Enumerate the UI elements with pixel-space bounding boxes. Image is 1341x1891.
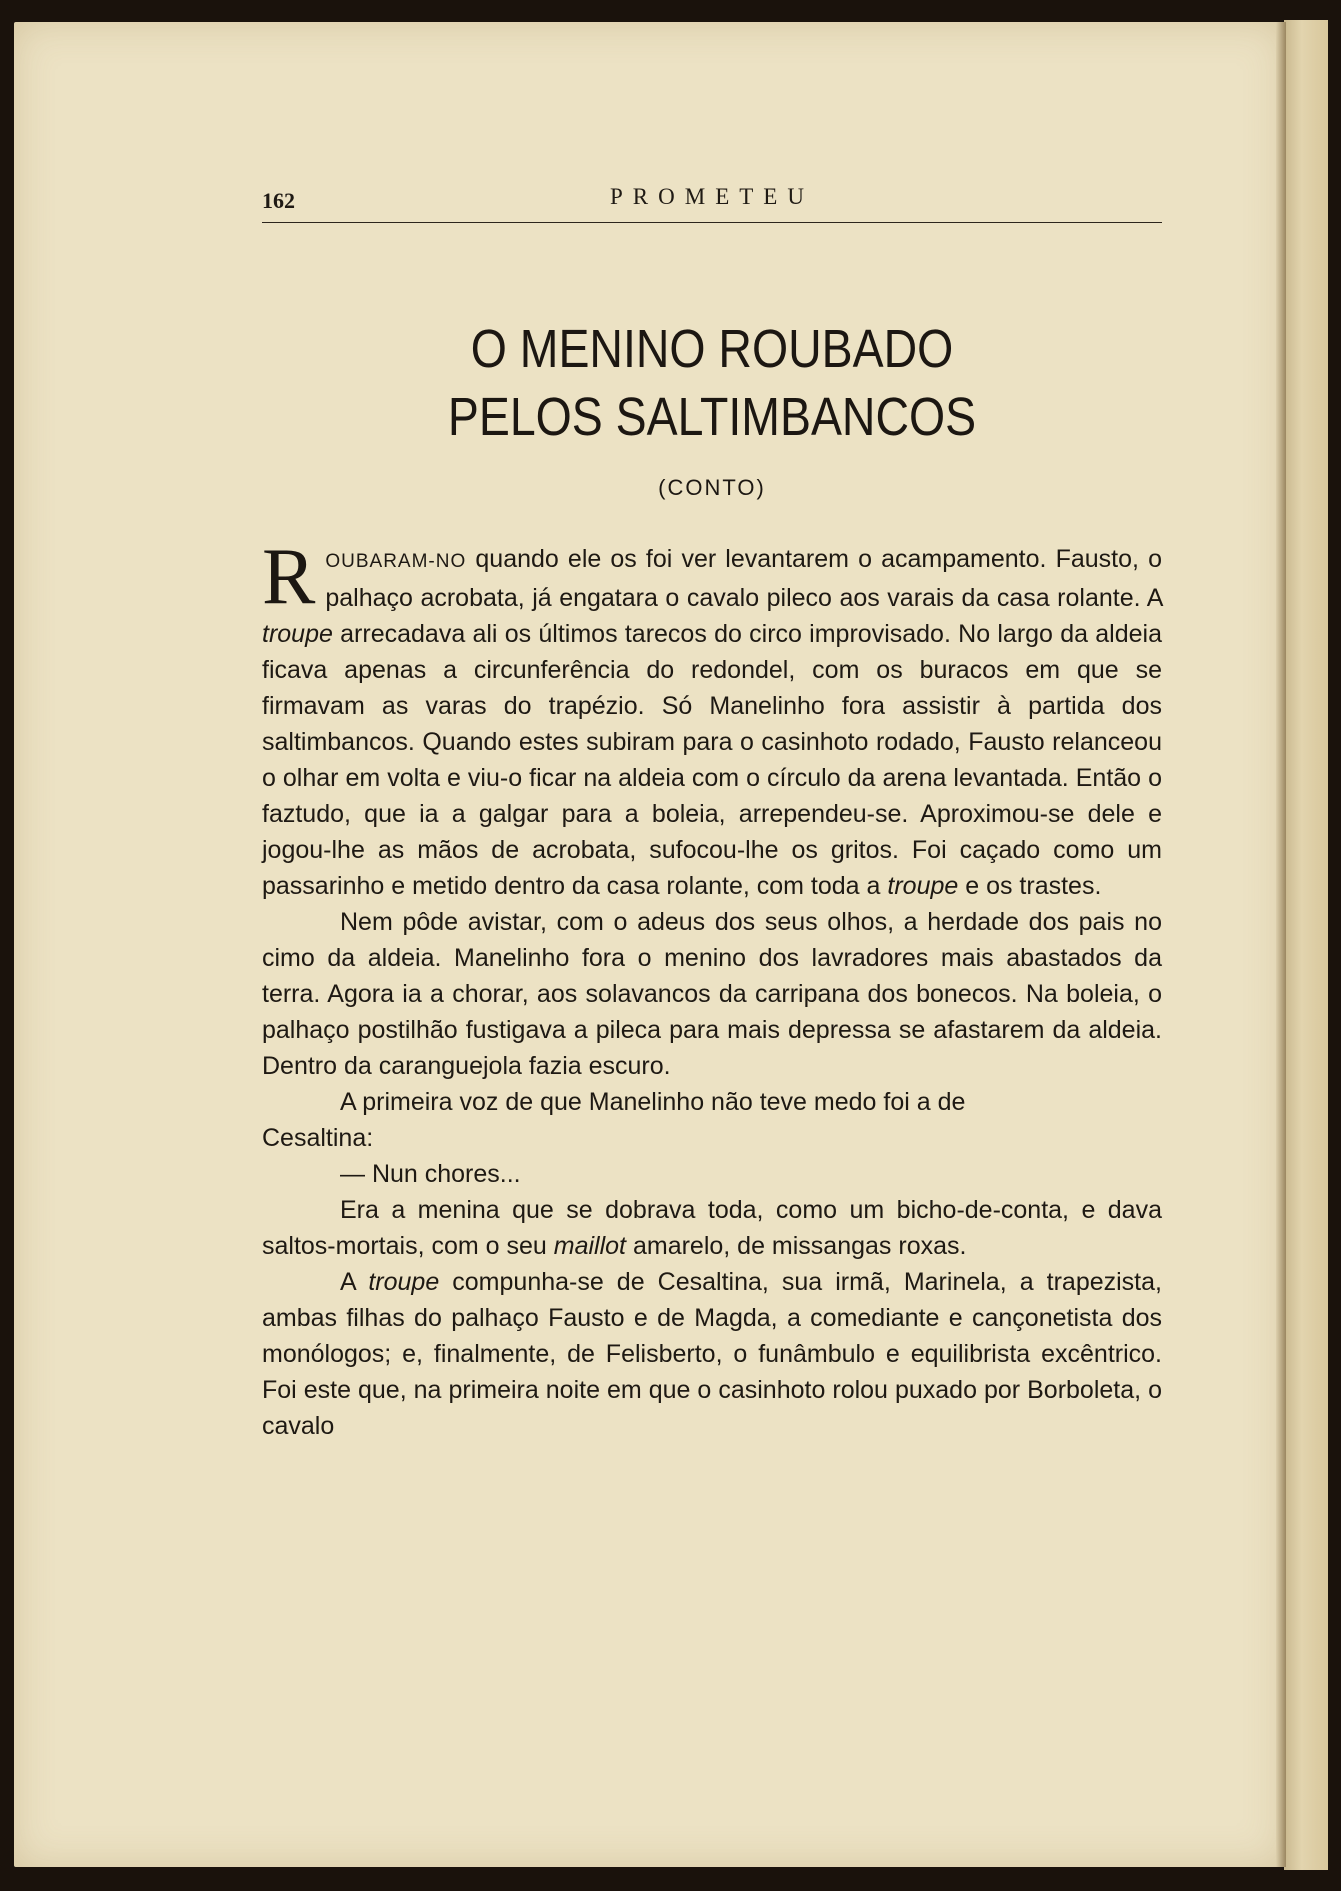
paragraph-2: Nem pôde avistar, com o adeus dos seus olhos, a herdade dos pais no cimo da aldeia. Manelinho fora o menino dos lavradores mais abastados da terra. Agora ia a chorar, aos solavancos da carripana dos bonecos. Na boleia, o palhaço postilhão fustigava a pileca para mais depressa se afastarem da aldeia. Dentro da caranguejola fazia escuro.: [262, 908, 1162, 1080]
paragraph-4-dialogue: — Nun chores...: [340, 1160, 521, 1188]
page-header: [262, 180, 1162, 223]
paragraph-3: A primeira voz de que Manelinho não teve medo foi a de: [340, 1088, 966, 1116]
text-run: amarelo, de missangas roxas.: [626, 1232, 967, 1260]
paragraph-6: [262, 1264, 1162, 1444]
running-head: PROMETEU: [610, 184, 814, 209]
text-run: e os trastes.: [958, 872, 1102, 900]
text-run: A: [340, 1268, 369, 1296]
story-title: [325, 315, 1099, 451]
page-number: 162: [262, 188, 295, 213]
paragraph-3-continuation: Cesaltina:: [262, 1124, 374, 1152]
title-line-2: PELOS SALTIMBANCOS: [447, 387, 977, 447]
italic-word: troupe: [887, 872, 959, 900]
drop-cap: R: [262, 533, 316, 621]
text-run: Era a menina que se dobrava toda, como um bicho-de-conta, e dava saltos-mortais, com o seu: [262, 1196, 1162, 1260]
paragraph-1: [262, 533, 1162, 904]
title-line-1: O MENINO ROUBADO: [470, 319, 954, 379]
italic-word: troupe: [368, 1268, 440, 1296]
page-fold: [1276, 22, 1286, 1867]
italic-word: maillot: [553, 1232, 627, 1260]
text-run: arrecadava ali os últimos tarecos do circo improvisado. No largo da aldeia ficava apenas a circunferência do redondel, com os buracos em que se firmavam as varas do trapézio. Só Manelinho fora assistir à partida dos saltimbancos. Quando estes subiram para o casinhoto rodado, Fausto relanceou o olhar em volta e viu-o ficar na aldeia com o círculo da arena levantada. Então o faztudo, que ia a galgar para a boleia, arrependeu-se. Aproximou-se dele e jogou-lhe as mãos de acrobata, sufocou-lhe os gritos. Foi caçado como um passarinho e metido dentro da casa rolante, com toda a: [262, 620, 1162, 900]
opening-smallcaps: OUBARAM-NO: [325, 551, 467, 572]
text-run: quando ele os foi ver levantarem o acampamento. Fausto, o palhaço acrobata, já engatara o cavalo pileco aos varais da casa rolante. A: [325, 545, 1162, 612]
story-subtitle: (CONTO): [658, 475, 766, 500]
italic-word: troupe: [262, 620, 333, 648]
paragraph-5: [262, 1192, 1162, 1264]
page-content: [262, 180, 1162, 1444]
text-run: compunha-se de Cesaltina, sua irmã, Marinela, a trapezista, ambas filhas do palhaço Fausto e de Magda, a comediante e cançonetista dos monólogos; e, finalmente, de Felisberto, o funâmbulo e equilibrista excêntrico. Foi este que, na primeira noite em que o casinhoto rolou puxado por Borboleta, o cavalo: [262, 1268, 1162, 1440]
story-body: [262, 533, 1162, 1444]
next-page-edge: [1284, 20, 1328, 1870]
